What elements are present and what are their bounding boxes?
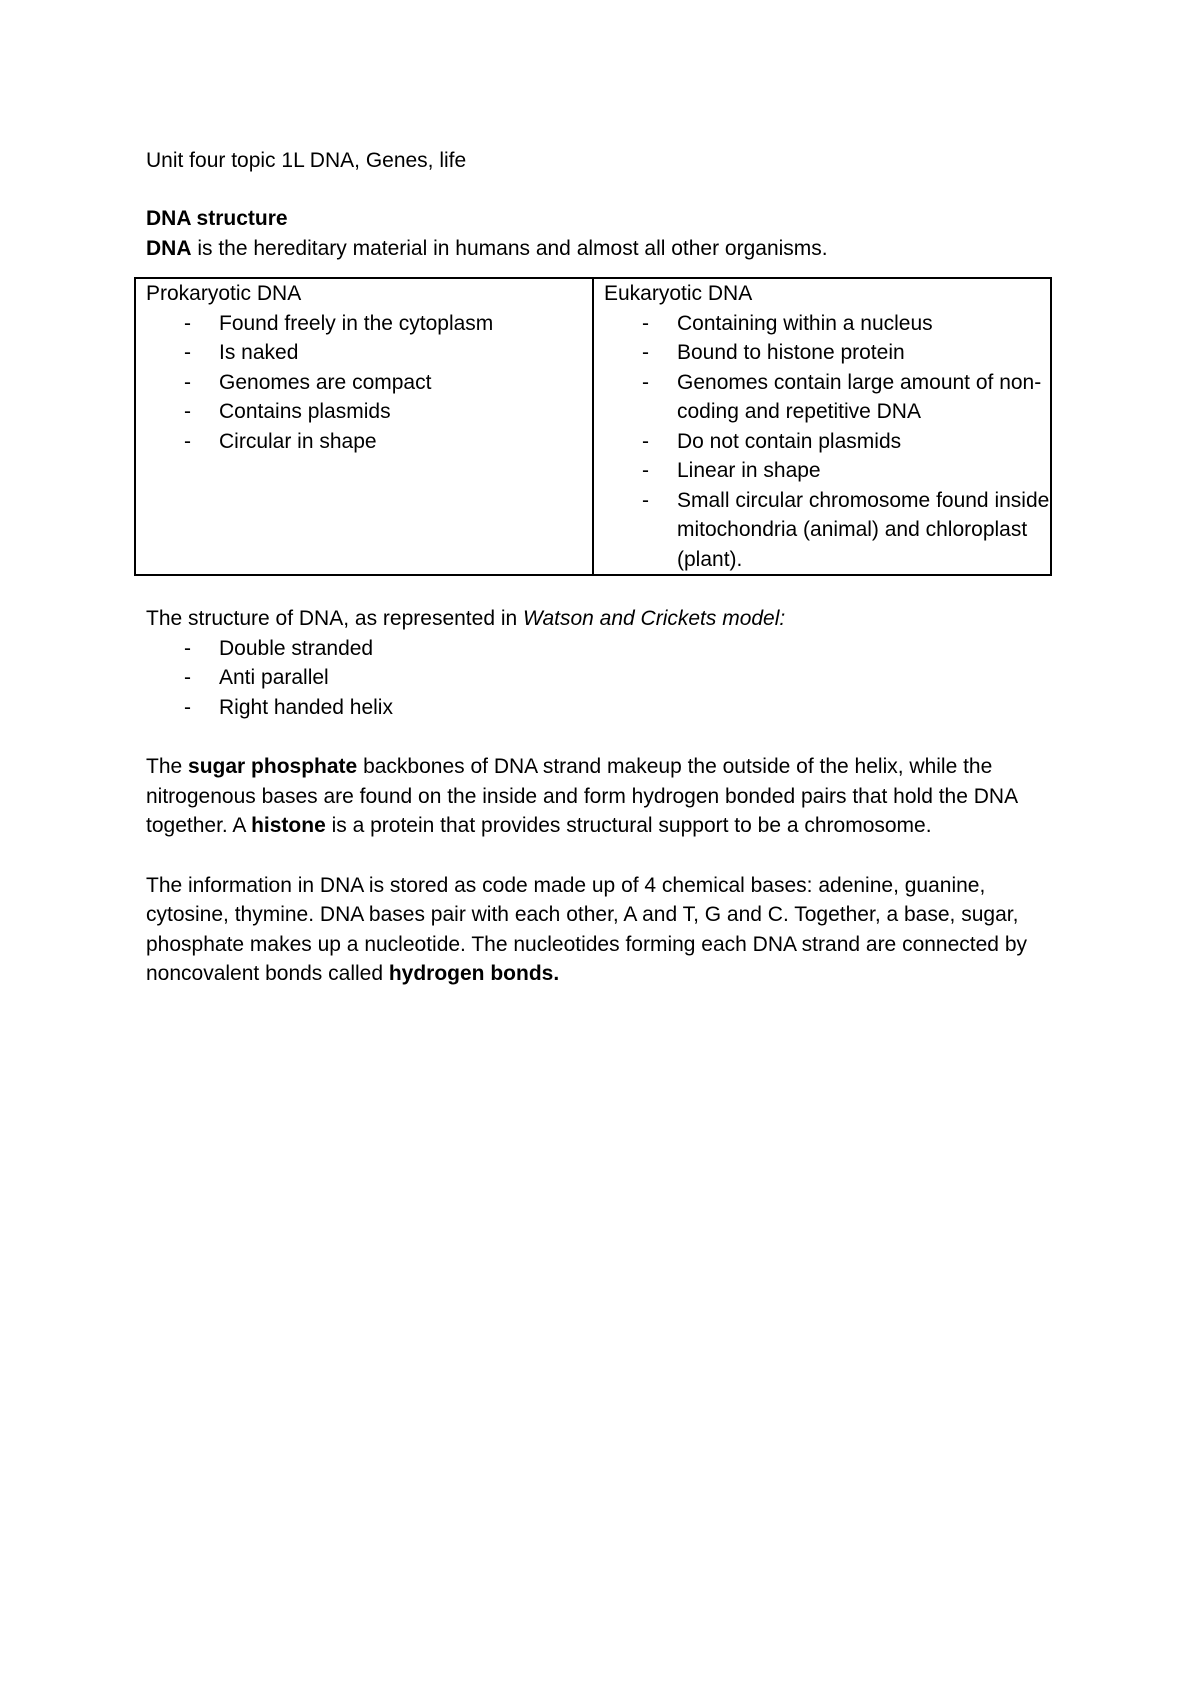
list-item: - Right handed helix	[146, 693, 1066, 723]
structure-intro	[146, 604, 1066, 634]
bold-term-sugar-phosphate: sugar phosphate	[188, 755, 358, 778]
table-row	[135, 278, 1051, 575]
prokaryotic-list	[146, 309, 592, 457]
eukaryotic-heading: Eukaryotic DNA	[604, 282, 753, 305]
list-item: - Double stranded	[146, 634, 1066, 664]
structure-intro-text: The structure of DNA, as represented in	[146, 607, 524, 630]
bold-term-histone: histone	[251, 814, 326, 837]
list-item: - Containing within a nucleus	[604, 309, 1050, 339]
section-intro	[146, 234, 1066, 264]
eukaryotic-cell	[593, 278, 1051, 575]
section-heading: DNA structure	[146, 207, 288, 230]
list-item: - Found freely in the cytoplasm	[146, 309, 592, 339]
backbone-paragraph	[146, 752, 1066, 841]
list-item: - Genomes contain large amount of non-coding and repetitive DNA	[604, 368, 1050, 427]
prokaryotic-cell	[135, 278, 593, 575]
list-item: - Bound to histone protein	[604, 338, 1050, 368]
list-item: - Anti parallel	[146, 663, 1066, 693]
list-item: - Small circular chromosome found inside mitochondria (animal) and chloroplast (plant).	[604, 486, 1050, 575]
intro-text: is the hereditary material in humans and almost all other organisms.	[191, 236, 828, 260]
intro-bold-term: DNA	[146, 236, 192, 260]
structure-list	[146, 634, 1066, 723]
list-item: - Linear in shape	[604, 456, 1050, 486]
bold-term-hydrogen-bonds: hydrogen bonds.	[388, 962, 560, 985]
paragraph-text: backbones of DNA strand makeup the outside of the helix, while the nitrogenous bases are found on the inside and form hydrogen bonded pairs that hold the DNA together. A	[146, 755, 1017, 837]
dna-comparison-table	[134, 277, 1052, 576]
list-item: - Circular in shape	[146, 427, 592, 457]
list-item: - Genomes are compact	[146, 368, 592, 398]
list-item: - Is naked	[146, 338, 592, 368]
prokaryotic-heading: Prokaryotic DNA	[146, 282, 302, 305]
paragraph-text: is a protein that provides structural support to be a chromosome.	[325, 814, 932, 837]
list-item: - Do not contain plasmids	[604, 427, 1050, 457]
document-title: Unit four topic 1L DNA, Genes, life	[146, 149, 467, 172]
document-page	[146, 146, 1066, 989]
information-paragraph	[146, 871, 1066, 989]
list-item: - Contains plasmids	[146, 397, 592, 427]
eukaryotic-list	[604, 309, 1050, 575]
structure-model-name: Watson and Crickets model:	[523, 607, 786, 630]
paragraph-text: The information in DNA is stored as code made up of 4 chemical bases: adenine, guanine, cytosine, thymine. DNA bases pair with each other, A and T, G and C. Together, a base, sugar, phosphate makes up a nucleotide. The nucleotides forming each DNA strand are connected by noncovalent bonds called	[146, 873, 1027, 985]
paragraph-text: The	[146, 755, 189, 778]
